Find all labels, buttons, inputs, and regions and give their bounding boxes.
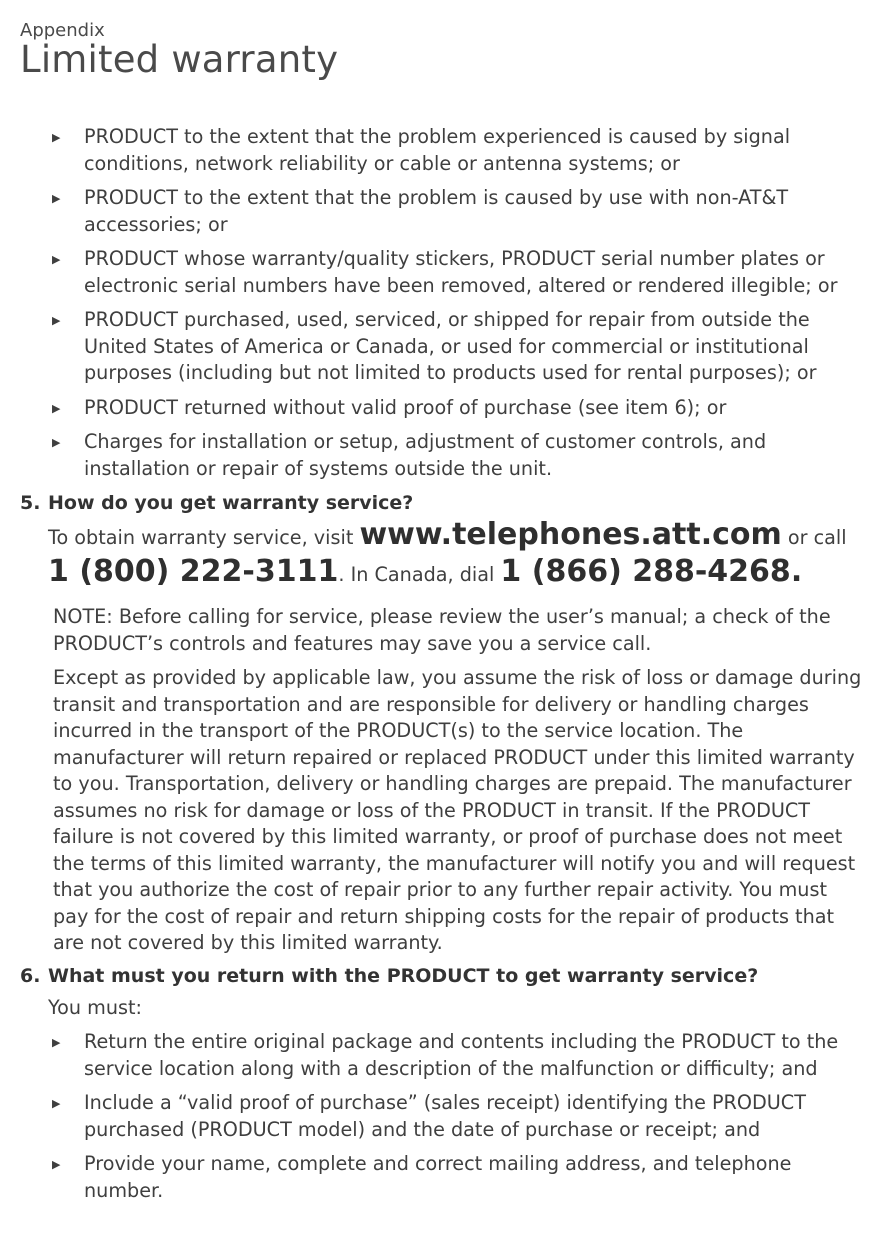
exclusions-list	[0, 124, 876, 482]
list-item	[0, 246, 876, 299]
bullet-icon: ▶	[52, 314, 61, 327]
bullet-icon: ▶	[52, 192, 61, 205]
you-must-text: You must:	[48, 995, 143, 1019]
website-link[interactable]: www.telephones.att.com	[359, 517, 782, 552]
section-6-heading	[0, 963, 876, 989]
list-item	[0, 185, 876, 238]
list-item-text: PRODUCT to the extent that the problem is caused by use with non-AT&T accessories; or	[84, 186, 789, 236]
document-body	[0, 124, 876, 1212]
end-period: .	[790, 554, 803, 589]
bullet-icon: ▶	[52, 436, 61, 449]
list-item-text: Charges for installation or setup, adjustment of customer controls, and installation or repair of systems outside the unit.	[84, 430, 767, 480]
section-5-heading	[0, 490, 876, 516]
list-item-text: PRODUCT whose warranty/quality stickers, PRODUCT serial number plates or electronic serial numbers have been removed, altered or rendered illegible; or	[84, 247, 838, 297]
visit-text: To obtain warranty service, visit	[48, 526, 360, 549]
list-item	[0, 1029, 876, 1082]
bullet-icon: ▶	[52, 1158, 61, 1171]
list-item	[0, 124, 876, 177]
bullet-icon: ▶	[52, 1097, 61, 1110]
section-number: 5.	[20, 492, 41, 514]
service-contact	[0, 518, 876, 592]
list-item-text: PRODUCT purchased, used, serviced, or shipped for repair from outside the United States of America or Canada, or used for commercial or institutional purposes (including but not limited to products used for rental purposes); or	[84, 308, 817, 384]
bullet-icon: ▶	[52, 1036, 61, 1049]
list-item	[0, 1090, 876, 1143]
phone-us: 1 (800) 222-3111	[48, 554, 339, 589]
list-item	[0, 1151, 876, 1204]
list-item-text: PRODUCT to the extent that the problem experienced is caused by signal conditions, network reliability or cable or antenna systems; or	[84, 125, 791, 175]
transport-paragraph: Except as provided by applicable law, you assume the risk of loss or damage during transit and transportation and are responsible for delivery or handling charges incurred in the transport of the PRODUCT(s) to the service location. The manufacturer will return repaired or replaced PRODUCT under this limited warranty to you. Transportation, delivery or handling charges are prepaid. The manufacturer assumes no risk for damage or loss of the PRODUCT in transit. If the PRODUCT failure is not covered by this limited warranty, or proof of purchase does not meet the terms of this limited warranty, the manufacturer will notify you and will request that you authorize the cost of repair prior to any further repair activity. You must pay for the cost of repair and return shipping costs for the repair of products that are not covered by this limited warranty.	[53, 666, 862, 954]
list-item	[0, 429, 876, 482]
list-item-text: Provide your name, complete and correct mailing address, and telephone number.	[84, 1152, 792, 1202]
call-text: or call	[781, 526, 847, 549]
page-title: Limited warranty	[20, 38, 339, 81]
requirements-list	[0, 1029, 876, 1204]
list-item	[0, 395, 876, 422]
bullet-icon: ▶	[52, 401, 61, 415]
section-title: What must you return with the PRODUCT to get warranty service?	[48, 964, 759, 987]
bullet-icon: ▶	[52, 131, 61, 144]
appendix-label: Appendix	[20, 20, 105, 41]
bullet-icon: ▶	[52, 253, 61, 266]
list-item-text: Include a “valid proof of purchase” (sales receipt) identifying the PRODUCT purchased (PRODUCT model) and the date of purchase or receipt; and	[84, 1091, 806, 1141]
note-paragraph: NOTE: Before calling for service, please review the user’s manual; a check of the PRODUCT’s controls and features may save you a service call.	[53, 605, 831, 655]
section-title: How do you get warranty service?	[48, 492, 414, 514]
canada-text: . In Canada, dial	[338, 563, 501, 586]
list-item-text: PRODUCT returned without valid proof of purchase (see item 6); or	[84, 395, 727, 419]
list-item	[0, 307, 876, 387]
section-number: 6.	[20, 964, 41, 987]
phone-canada: 1 (866) 288-4268	[500, 554, 791, 589]
list-item-text: Return the entire original package and contents including the PRODUCT to the service location along with a description of the malfunction or difficulty; and	[84, 1030, 839, 1080]
